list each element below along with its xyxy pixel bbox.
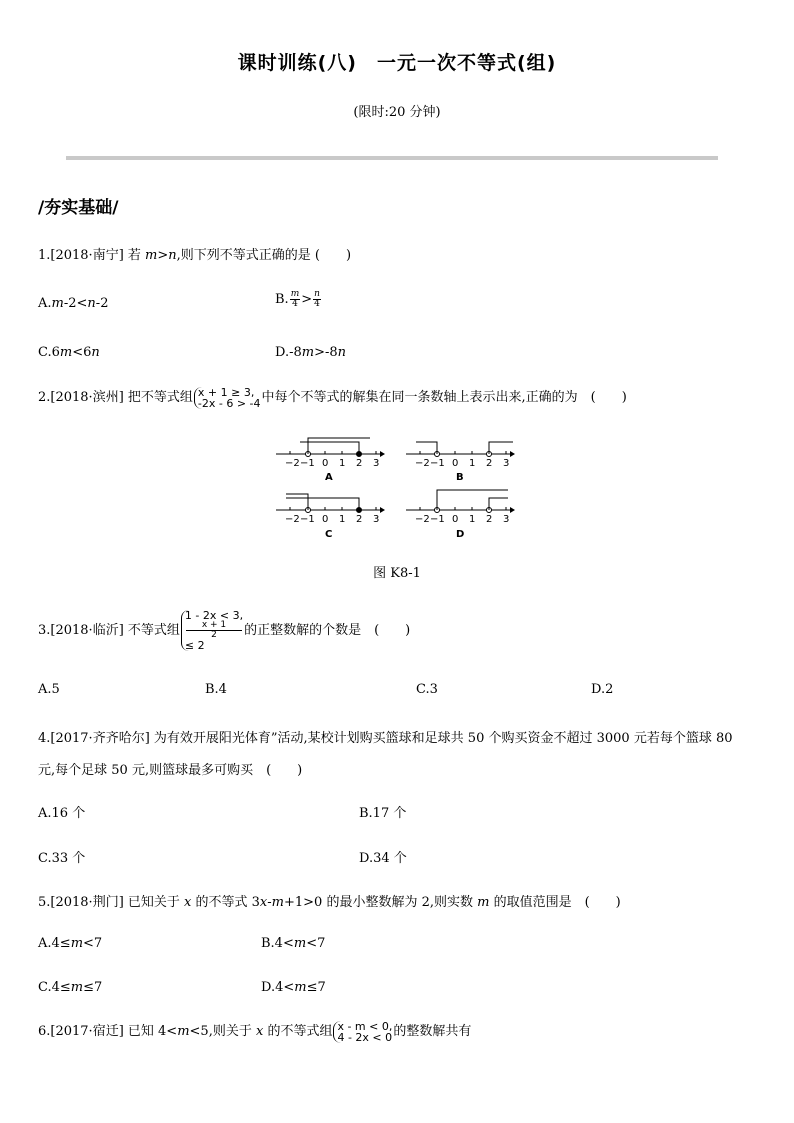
question-3 [38,610,410,651]
q4-option-a: A.16 个 [38,806,86,821]
denominator: 2 [211,630,217,640]
q6-text: <5,则关于 [189,1024,256,1039]
q2-prefix: 2.[2018·滨州] 把不等式组 [38,390,193,405]
fraction [290,290,301,309]
q3-prefix: 3.[2018·临沂] 不等式组 [38,623,180,638]
tick-label: 2 [356,514,363,525]
opt-text: <7 [306,936,326,951]
tick-label: 2 [356,458,363,469]
q6-text: 的不等式组 [263,1024,333,1039]
q5-prefix: 5.[2018·荆门] 已知关于 [38,895,185,910]
figure-label: D [456,529,465,540]
opt-var: n [337,345,347,360]
system-line: -2x - 6 > -4 [197,396,261,410]
q1-var-m: m [145,248,158,263]
system-line [185,621,243,651]
q1-option-b [275,290,322,309]
tick-label: 3 [373,514,380,525]
inequality-system [333,1021,392,1043]
page-title: 课时训练(八) 一元一次不等式(组) [237,52,557,74]
figure-label: A [325,472,333,483]
tick-label: 3 [503,458,510,469]
q5-text: 的不等式 3 [191,895,260,910]
q3-option-c: C.3 [416,682,438,697]
tick-label: 1 [339,458,346,469]
opt-var: n [87,296,96,311]
tick-label: −1 [430,458,445,469]
q5-option-c [38,980,102,995]
opt-text: D.4< [261,980,295,995]
q5-var: x [259,895,268,910]
opt-text: B.4< [261,936,294,951]
tick-label: −1 [300,458,315,469]
tick-label: 2 [486,514,493,525]
tick-label: −2 [285,514,300,525]
q5-option-b [261,936,325,951]
opt-var: m [294,980,307,995]
question-6 [38,1020,471,1043]
q1-suffix: ,则下列不等式正确的是 ( ) [176,248,352,263]
opt-text: <6 [72,345,92,360]
question-5 [38,891,621,910]
tick-label: 3 [373,458,380,469]
tick-label: −2 [415,458,430,469]
tick-label: 0 [322,458,329,469]
tick-label: −1 [430,514,445,525]
number-line-figure [270,430,530,542]
opt-text: ≤7 [306,980,326,995]
inequality-system [181,610,243,651]
question-4-line-2: 元,每个足球 50 元,则篮球最多可购买 ( ) [38,763,303,778]
system-line: x - m < 0, [337,1019,393,1033]
question-4-line-1: 4.[2017·齐齐哈尔] 为有效开展阳光体育”活动,某校计划购买篮球和足球共 50 个购买资金不超过 3000 元若每个篮球 80 [38,731,733,746]
q5-var: x [184,895,192,910]
q3-suffix: 的正整数解的个数是 ( ) [244,623,411,638]
number-line-c [276,494,385,540]
q1-option-d [275,345,346,360]
opt-text: > [301,292,313,307]
opt-var: n [91,345,100,360]
tick-label: −2 [415,514,430,525]
fraction [186,621,242,640]
system-line: 1 - 2x < 3, [184,609,244,622]
figure-label: C [325,529,333,540]
opt-text: >-8 [314,345,338,360]
q3-option-a: A.5 [38,682,60,697]
q3-option-b: B.4 [205,682,227,697]
numerator: x + 1 [186,621,242,631]
tick-label: −1 [300,514,315,525]
denominator: 4 [314,299,320,309]
tick-label: 1 [469,514,476,525]
q1-gt: > [157,248,169,263]
q6-var: m [177,1024,190,1039]
q2-suffix: 中每个不等式的解集在同一条数轴上表示出来,正确的为 ( ) [261,390,627,405]
number-line-b [406,442,515,483]
inequality-system [194,387,261,409]
section-heading: /夯实基础/ [38,198,119,218]
tick-label: 0 [452,514,459,525]
number-line-d [406,490,515,540]
tick-label: 0 [452,458,459,469]
denominator: 4 [292,299,298,309]
divider [66,156,718,160]
question-1 [38,244,351,263]
q5-var: m [271,895,284,910]
q5-option-a [38,936,102,951]
opt-text: -2 [95,296,109,311]
numerator: n [314,289,320,299]
opt-var: m [293,936,307,951]
opt-var: m [301,345,315,360]
tick-label: 1 [469,458,476,469]
system-line: x + 1 ≥ 3, [197,385,255,399]
opt-var: m [51,296,64,311]
q4-option-c: C.33 个 [38,851,86,866]
q5-var: m [477,895,490,910]
tick-label: 3 [503,514,510,525]
system-text: ≤ 2 [184,639,205,652]
q5-option-d [261,980,326,995]
opt-text: -2< [63,296,88,311]
q6-prefix: 6.[2017·宿迁] 已知 4< [38,1024,178,1039]
opt-text: <7 [83,936,103,951]
opt-var: m [70,980,84,995]
opt-text: C.4≤ [38,980,71,995]
time-limit: (限时:20 分钟) [353,105,441,120]
number-line-a [276,438,385,483]
opt-label: B. [275,292,289,307]
q1-var-n: n [168,248,177,263]
q1-option-c [38,345,100,360]
q6-var: x [255,1024,264,1039]
system-line: 4 - 2x < 0 [337,1030,393,1044]
q1-prefix: 1.[2018·南宁] 若 [38,248,146,263]
opt-label: C.6 [38,345,60,360]
opt-label: A. [38,296,52,311]
opt-var: m [59,345,73,360]
q5-suffix: 的取值范围是 ( ) [489,895,621,910]
fraction [313,290,321,309]
q4-option-b: B.17 个 [359,806,407,821]
q4-option-d: D.34 个 [359,851,407,866]
opt-label: D.-8 [275,345,302,360]
opt-text: A.4≤ [38,936,71,951]
tick-label: 2 [486,458,493,469]
opt-text: ≤7 [83,980,103,995]
tick-label: 1 [339,514,346,525]
figure-caption: 图 K8-1 [373,566,421,581]
opt-var: m [70,936,84,951]
q5-text: - [267,895,272,910]
numerator: m [290,289,300,299]
q6-suffix: 的整数解共有 [393,1024,472,1039]
q3-option-d: D.2 [591,682,614,697]
tick-label: 0 [322,514,329,525]
q1-option-a [38,296,108,311]
tick-label: −2 [285,458,300,469]
question-2 [38,386,627,409]
figure-label: B [456,472,464,483]
q5-text: +1>0 的最小整数解为 2,则实数 [284,895,478,910]
